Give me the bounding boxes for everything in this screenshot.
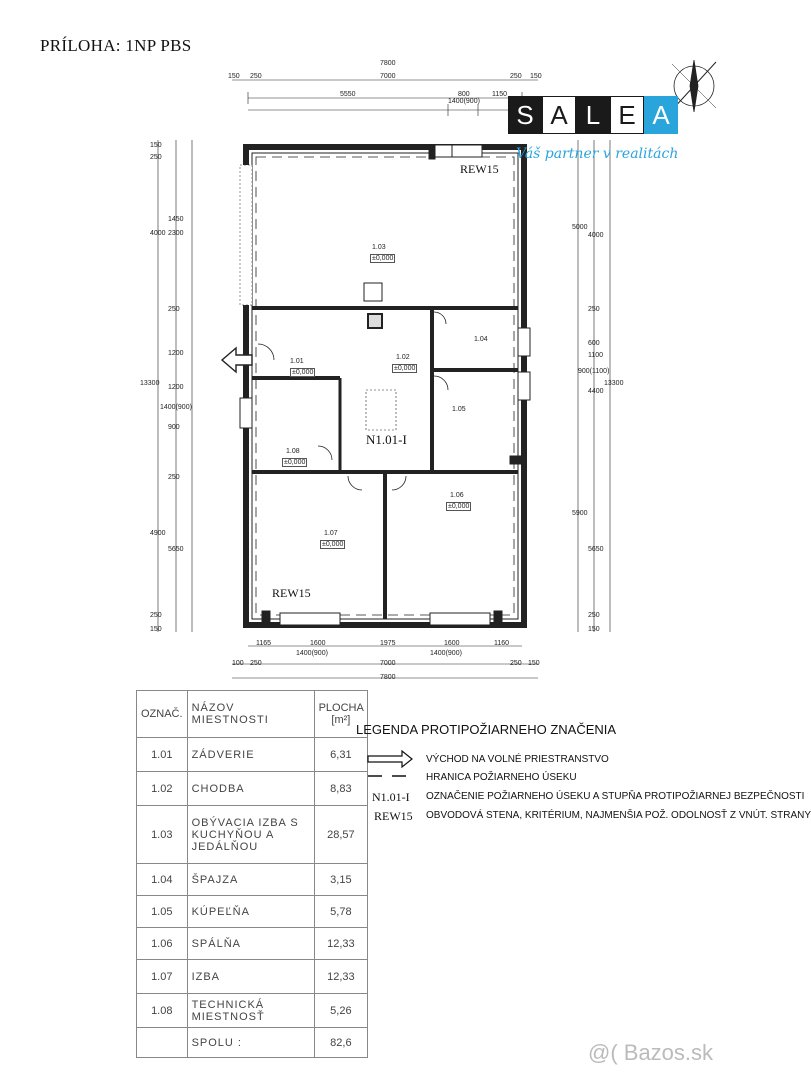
dim-right-g: 4400 [588,388,604,395]
logo-letter: S [508,96,542,134]
table-row [137,772,368,806]
dim-right-h: 5900 [572,510,588,517]
table-row [137,864,368,896]
dim-bot-c: 1975 [380,640,396,647]
room-101-id: 1.01 [290,358,304,365]
legend-item-exit: VÝCHOD NA VOLNÉ PRIESTRANSTVO [426,754,609,765]
room-103-level: ±0,000 [372,255,394,262]
dim-top-g: 800 [458,91,470,98]
cell-area: 12,33 [314,928,368,960]
dim-bot-a: 1165 [256,640,272,647]
legend-title: LEGENDA PROTIPOŽIARNEHO ZNAČENIA [356,722,617,737]
dim-bot-i: 250 [250,660,262,667]
dim-right-b: 4000 [588,232,604,239]
room-102-level: ±0,000 [394,365,416,372]
room-108-level: ±0,000 [284,459,306,466]
total-area: 82,6 [314,1028,368,1058]
dim-top-f: 5550 [340,91,356,98]
dim-left-l: 5650 [168,546,184,553]
dim-left-a: 150 [150,142,162,149]
cell-code: 1.01 [137,738,188,772]
dim-bot-l: 150 [528,660,540,667]
watermark: @( Bazos.sk [588,1040,714,1065]
exit-arrow-icon [368,751,412,767]
table-row [137,994,368,1028]
legend-item-boundary: HRANICA POŽIARNEHO ÚSEKU [426,772,577,783]
dim-right-total: 13300 [604,380,624,387]
logo-slogan: Váš partner v realitách [516,146,679,162]
room-107-level: ±0,000 [322,541,344,548]
room-108-id: 1.08 [286,448,300,455]
dim-top-e: 150 [530,73,542,80]
legend-title-wrap [356,722,616,743]
cell-code: 1.07 [137,960,188,994]
room-102-id: 1.02 [396,354,410,361]
dim-left-m: 4900 [150,530,166,537]
cell-code: 1.02 [137,772,188,806]
dim-top-h: 1150 [492,91,508,98]
dim-top-b: 250 [250,73,262,80]
dim-top-total: 7800 [380,60,396,67]
cell-name: OBÝVACIA IZBA S KUCHYŇOU A JEDÁLŇOU [187,806,314,864]
dim-right-j: 250 [588,612,600,619]
header-code: OZNAČ. [137,691,188,738]
dim-top-d: 250 [510,73,522,80]
table-row [137,806,368,864]
legend-item-rew: OBVODOVÁ STENA, KRITÉRIUM, NAJMENŠIA POŽ. ODOLNOSŤ Z VNÚT. STRANY [426,810,811,821]
dim-left-j: 900 [168,424,180,431]
logo-letter: L [576,96,610,134]
dim-bot-h: 100 [232,660,244,667]
total-label: SPOLU : [187,1028,314,1058]
fire-zone-label: N1.01-I [366,432,407,447]
dim-left-f: 250 [168,306,180,313]
dim-right-e: 1100 [588,352,604,359]
dim-left-b: 250 [150,154,162,161]
dim-top-a: 150 [228,73,240,80]
room-103-id: 1.03 [372,244,386,251]
dim-top-c: 7000 [380,73,396,80]
dim-right-a: 5000 [572,224,588,231]
dim-right-k: 150 [588,626,600,633]
dim-bot-b: 1600 [310,640,326,647]
dim-bot-f: 1400(900) [296,650,328,657]
dim-right-c: 250 [588,306,600,313]
cell-area: 8,83 [314,772,368,806]
room-101-level: ±0,000 [292,369,314,376]
cell-area: 28,57 [314,806,368,864]
table-row [137,896,368,928]
cell-name: ZÁDVERIE [187,738,314,772]
cell-code: 1.06 [137,928,188,960]
table-row [137,738,368,772]
logo-letter: E [610,96,644,134]
cell-name: CHODBA [187,772,314,806]
room-table [136,690,368,1058]
salea-logo [508,96,678,134]
cell-area: 3,15 [314,864,368,896]
dim-left-d: 1450 [168,216,184,223]
table-row [137,928,368,960]
dim-bot-j: 7000 [380,660,396,667]
rew-label-top: REW15 [460,162,499,176]
logo-letter: A [542,96,576,134]
table-row [137,960,368,994]
legend-symbols [366,750,416,780]
room-106-id: 1.06 [450,492,464,499]
cell-area: 5,78 [314,896,368,928]
cell-area: 6,31 [314,738,368,772]
dim-left-total: 13300 [140,380,160,387]
legend-symbol-zone: N1.01-I [372,790,410,804]
header-name: NÁZOV MIESTNOSTI [187,691,314,738]
dim-left-o: 150 [150,626,162,633]
room-105-id: 1.05 [452,406,466,413]
dim-left-n: 250 [150,612,162,619]
legend-symbol-rew: REW15 [374,809,413,823]
room-106-level: ±0,000 [448,503,470,510]
cell-code: 1.05 [137,896,188,928]
cell-area: 5,26 [314,994,368,1028]
rew-label-bottom: REW15 [272,586,311,600]
cell-name: KÚPEĽŇA [187,896,314,928]
dim-left-i: 1400(900) [160,404,192,411]
cell-name: ŠPAJZA [187,864,314,896]
page-title: PRÍLOHA: 1NP PBS [40,36,192,55]
legend-item-zone: OZNAČENIE POŽIARNEHO ÚSEKU A STUPŇA PROTIPOŽIARNEJ BEZPEČNOSTI [426,791,805,802]
dim-right-i: 5650 [588,546,604,553]
header-area: PLOCHA [m²] [314,691,368,738]
cell-name: IZBA [187,960,314,994]
cell-code: 1.03 [137,806,188,864]
dim-bot-d: 1600 [444,640,460,647]
cell-code: 1.08 [137,994,188,1028]
cell-area: 12,33 [314,960,368,994]
cell-code: 1.04 [137,864,188,896]
dim-right-f: 900(1100) [578,368,610,375]
table-total-row [137,1028,368,1058]
logo-letter: A [644,96,678,134]
cell-name: SPÁLŇA [187,928,314,960]
dim-left-g: 1200 [168,350,184,357]
dim-bot-e: 1160 [494,640,510,647]
dim-left-k: 250 [168,474,180,481]
dim-left-e: 2300 [168,230,184,237]
dim-bot-total: 7800 [380,674,396,681]
dim-right-d: 600 [588,340,600,347]
room-107-id: 1.07 [324,530,338,537]
dim-bot-k: 250 [510,660,522,667]
dim-bot-g: 1400(900) [430,650,462,657]
dim-top-i: 1400(900) [448,98,480,105]
dim-left-h: 1200 [168,384,184,391]
room-104-id: 1.04 [474,336,488,343]
cell-name: TECHNICKÁ MIESTNOSŤ [187,994,314,1028]
dim-left-c: 4000 [150,230,166,237]
